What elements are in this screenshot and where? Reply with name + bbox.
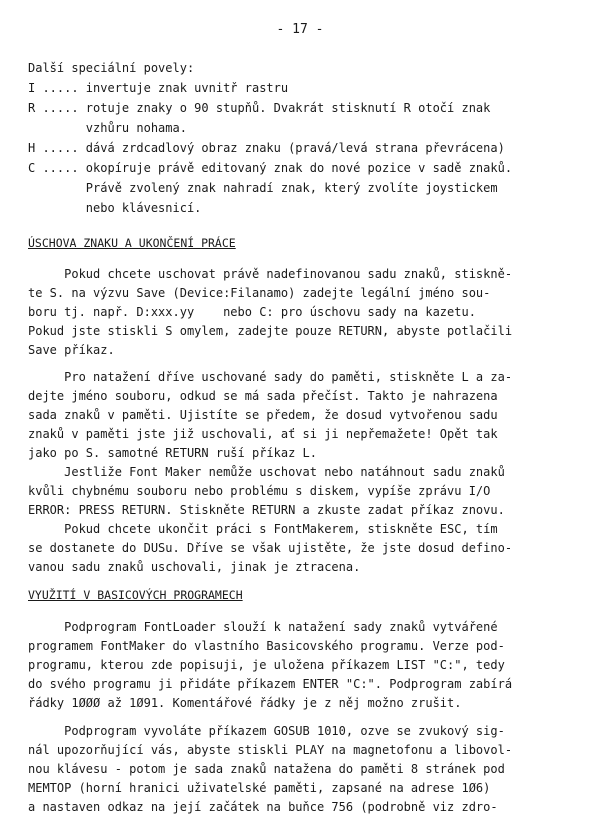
text-line: Podprogram FontLoader slouží k natažení sady znaků vytvářené [28,620,498,634]
text-line: Pokud jste stiskli S omylem, zadejte pouze RETURN, abyste potlačili [28,324,513,338]
text-line: do svého programu ji přidáte příkazem ENTER "C:". Podprogram zabírá [28,677,513,691]
text-line: C ..... okopíruje právě editovaný znak do nové pozice v sadě znaků. [28,161,513,175]
text-line: Save příkaz. [28,343,115,357]
text-line: MEMTOP (horní hranici uživatelské paměti, zapsané na adrese 1Ø6) [28,781,491,795]
text-line: vanou sadu znaků uschovali, jinak je ztracena. [28,560,361,574]
text-line: znaků v paměti jste již uschovali, ať si ji nepřemažete! Opět tak [28,427,498,441]
text-line: sada znaků v paměti. Ujistíte se předem, že dosud vytvořenou sadu [28,408,498,422]
text-line: vzhůru nohama. [28,121,187,135]
text-line: nebo klávesnicí. [28,201,202,215]
text-line: H ..... dává zrdcadlový obraz znaku (pravá/levá strana převrácena) [28,141,505,155]
text-line: Pokud chcete ukončit práci s FontMakerem, stiskněte ESC, tím [28,522,498,536]
text-line: dejte jméno souboru, odkud se má sada přečíst. Takto je nahrazena [28,389,498,403]
text-line: Další speciální povely: [28,61,195,75]
text-line: programem FontMaker do vlastního Basicovského programu. Verze pod- [28,639,505,653]
text-line: programu, kterou zde popisuji, je uložena příkazem LIST "C:", tedy [28,658,505,672]
text-line: Právě zvolený znak nahradí znak, který zvolíte joystickem [28,181,498,195]
text-line: kvůli chybnému souboru nebo problému s diskem, vypíše zprávu I/O [28,484,491,498]
text-line: a nastaven odkaz na její začátek na buňce 756 (podrobně viz zdro- [28,800,498,814]
text-line: nou klávesu - potom je sada znaků natažena do paměti 8 stránek pod [28,762,505,776]
text-line: řádky 1ØØØ až 1Ø91. Komentářové řádky je z něj možno zrušit. [28,696,462,710]
text-line: boru tj. např. D:xxx.yy nebo C: pro úschovu sady na kazetu. [28,305,476,319]
page-number: - 17 - [276,22,324,37]
text-line: se dostanete do DUSu. Dříve se však ujistěte, že jste dosud defino- [28,541,513,555]
text-line: Pro natažení dříve uschované sady do paměti, stiskněte L a za- [28,370,513,384]
text-line: Pokud chcete uschovat právě nadefinovanou sadu znaků, stiskně- [28,267,513,281]
text-line: Jestliže Font Maker nemůže uschovat nebo natáhnout sadu znaků [28,465,505,479]
text-line: nál upozorňující vás, abyste stiskli PLAY na magnetofonu a libovol- [28,743,513,757]
text-line: R ..... rotuje znaky o 90 stupňů. Dvakrát stisknutí R otočí znak [28,101,491,115]
text-line: Podprogram vyvoláte příkazem GOSUB 1010, ozve se zvukový sig- [28,724,505,738]
text-line: te S. na výzvu Save (Device:Filanamo) zadejte legální jméno sou- [28,286,491,300]
section-heading: VYUŽITÍ V BASICOVÝCH PROGRAMECH [28,588,243,602]
text-line: I ..... invertuje znak uvnitř rastru [28,81,289,95]
section-heading: ÚSCHOVA ZNAKU A UKONČENÍ PRÁCE [28,236,236,250]
text-line: ERROR: PRESS RETURN. Stiskněte RETURN a zkuste zadat příkaz znovu. [28,503,505,517]
text-line: jako po S. samotné RETURN ruší příkaz L. [28,446,317,460]
